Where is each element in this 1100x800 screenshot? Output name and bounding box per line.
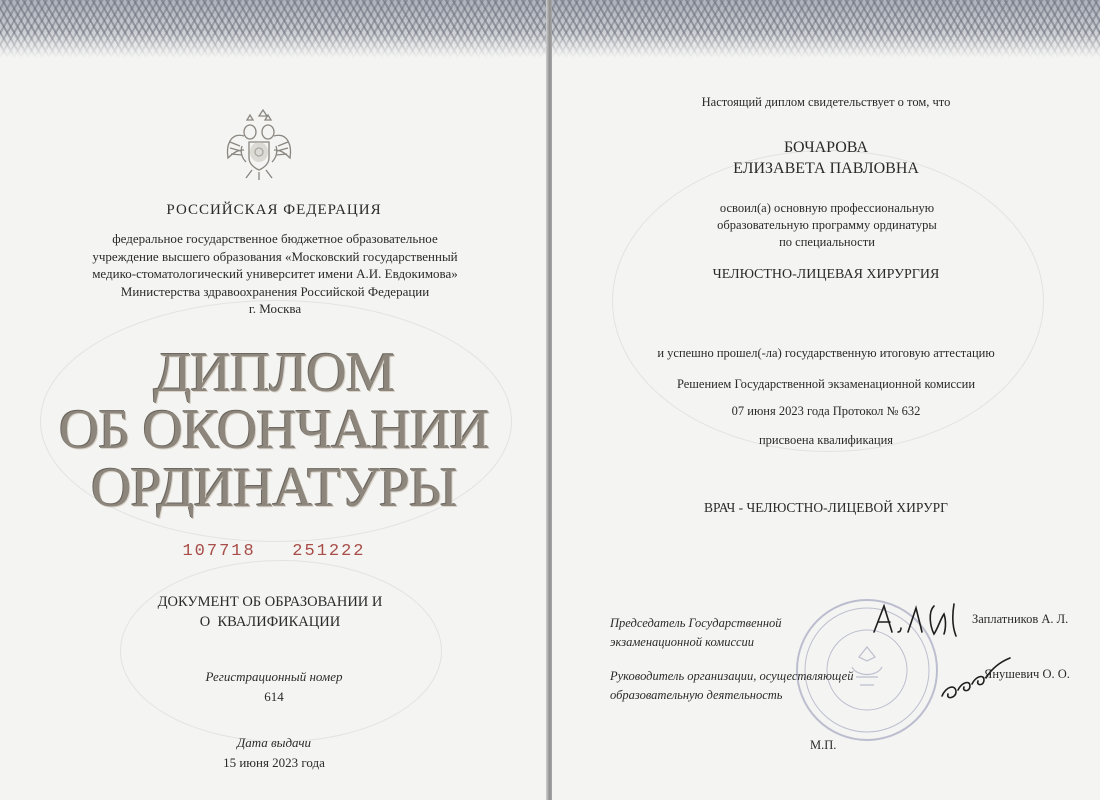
commission-decision: Решением Государственной экзаменационной комиссии [676, 377, 976, 391]
holder-given-names: ЕЛИЗАВЕТА ПАВЛОВНА [733, 160, 919, 177]
document-type-line: ДОКУМЕНТ ОБ ОБРАЗОВАНИИ И [157, 594, 383, 610]
diploma-title-line: ОРДИНАТУРЫ [91, 457, 457, 519]
diploma-content-page [552, 0, 1100, 800]
guilloche-border [552, 0, 1100, 58]
document-type [120, 592, 420, 632]
signatory-name: Заплатников А. Л. [972, 612, 1069, 626]
diploma-title-line: ОБ ОКОНЧАНИИ [58, 399, 490, 461]
signatory-role [610, 667, 910, 705]
institution-line: Министерства здравоохранения Российской Федерации [120, 283, 430, 299]
russian-coat-of-arms-icon [222, 106, 296, 184]
registration-label: Регистрационный номер [205, 669, 343, 684]
signatory-role-line: Руководитель организации, осуществляющей [610, 669, 854, 683]
protocol-reference: 07 июня 2023 года Протокол № 632 [731, 404, 921, 418]
signatory-role-line: Председатель Государственной [610, 616, 782, 630]
issue-date: 15 июня 2023 года [223, 755, 325, 770]
diploma-title-line: ДИПЛОМ [153, 342, 395, 404]
institution-line: учреждение высшего образования «Московский государственный [92, 248, 458, 264]
country-name: РОССИЙСКАЯ ФЕДЕРАЦИЯ [166, 202, 382, 218]
issue-date-label: Дата выдачи [236, 735, 312, 750]
seal-place-mark: М.П. [810, 738, 837, 752]
institution-line: медико-стоматологический университет имени А.И. Евдокимова» [92, 266, 458, 281]
signatory-role [610, 614, 830, 652]
attestation-statement: и успешно прошел(-ла) государственную итоговую аттестацию [657, 346, 995, 360]
signature [870, 598, 980, 642]
program-line: по специальности [779, 235, 875, 249]
institution-line: федеральное государственное бюджетное образовательное [112, 231, 438, 246]
diploma-cover-page [0, 0, 548, 800]
intro-text: Настоящий диплом свидетельствует о том, что [701, 95, 951, 109]
watermark [120, 560, 442, 742]
signatory-role-line: образовательную деятельность [610, 688, 783, 702]
program-line: образовательную программу ординатуры [717, 218, 937, 232]
signatory-name: Янушевич О. О. [984, 667, 1070, 681]
signatory-role-line: экзаменационной комиссии [610, 635, 755, 649]
qualification: ВРАЧ - ЧЕЛЮСТНО-ЛИЦЕВОЙ ХИРУРГ [704, 500, 948, 515]
guilloche-border [0, 0, 548, 58]
program-line: освоил(а) основную профессиональную [719, 201, 935, 215]
specialty: ЧЕЛЮСТНО-ЛИЦЕВАЯ ХИРУРГИЯ [712, 267, 940, 282]
institution-city: г. Москва [248, 301, 302, 316]
holder-surname: БОЧАРОВА [783, 139, 869, 156]
document-type-line: О КВАЛИФИКАЦИИ [199, 614, 341, 630]
registration-number: 614 [264, 689, 284, 704]
diploma-serial-number: 107718 251222 [182, 542, 366, 561]
institution-name [60, 230, 490, 318]
qualification-label: присвоена квалификация [758, 433, 894, 447]
program-statement [612, 200, 1042, 251]
